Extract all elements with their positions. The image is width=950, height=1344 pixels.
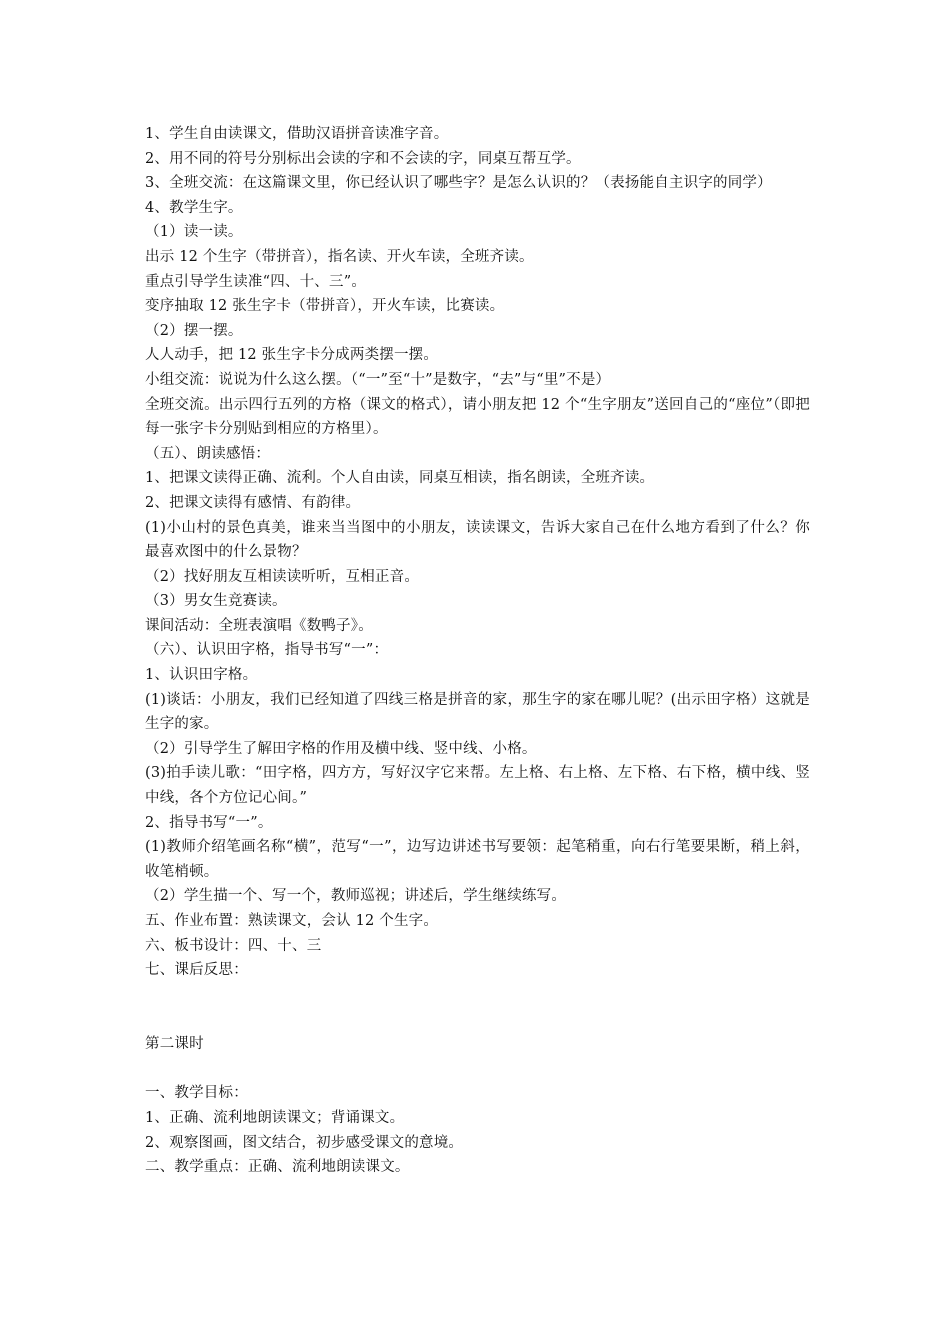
text-line: 七、课后反思：: [145, 962, 248, 979]
text-line: （六）、认识田字格，指导书写“一”：: [145, 642, 389, 659]
section-title: 第二课时: [145, 1035, 204, 1052]
text-line: 人人动手，把 12 张生字卡分成两类摆一摆。: [145, 347, 439, 364]
text-line: (1)教师介绍笔画名称“横”，范写“一”，边写边讲述书写要领：起笔稍重，向右行笔要果断，稍上斜，收笔梢顿。: [145, 839, 810, 880]
text-line: 小组交流：说说为什么这么摆。（“一”至“十”是数字，“去”与“里”不是）: [145, 371, 611, 388]
text-line: （五）、朗读感悟：: [145, 445, 271, 462]
text-line: 4、教学生字。: [145, 199, 243, 216]
text-line: （2）引导学生了解田字格的作用及横中线、竖中线、小格。: [145, 740, 537, 757]
text-line: 出示 12 个生字（带拼音），指名读、开火车读，全班齐读。: [145, 248, 534, 265]
text-line: (1)小山村的景色真美，谁来当当图中的小朋友，读读课文，告诉大家自己在什么地方看到了什么？你最喜欢图中的什么景物？: [145, 519, 810, 561]
text-line: 全班交流。出示四行五列的方格（课文的格式），请小朋友把 12 个“生字朋友”送回自己的“座位”（即把每一张字卡分别贴到相应的方格里）。: [145, 396, 810, 438]
text-line: 二、教学重点：正确、流利地朗读课文。: [145, 1159, 410, 1176]
text-line: 六、板书设计：四、十、三: [145, 937, 322, 954]
text-line: 3、全班交流：在这篇课文里，你已经认识了哪些字？是怎么认识的？（表扬能自主识字的同学）: [145, 175, 772, 192]
text-line: （2）找好朋友互相读读听听，互相正音。: [145, 568, 420, 585]
text-line: 五、作业布置：熟读课文，会认 12 个生字。: [145, 913, 439, 929]
text-line: 一、教学目标：: [145, 1085, 248, 1102]
lesson-plan-part-two: [145, 1081, 810, 1179]
text-line: （1）读一读。: [145, 224, 243, 241]
spacer: [145, 983, 810, 1032]
text-line: 2、指导书写“一”。: [145, 814, 273, 831]
text-line: (3)拍手读儿歌：“田字格，四方方，写好汉字它来帮。左上格、右上格、左下格、右下格，横中线、竖中线，各个方位记心间。”: [145, 765, 810, 807]
text-line: 2、观察图画，图文结合，初步感受课文的意境。: [145, 1134, 464, 1151]
text-line: (1)谈话：小朋友，我们已经知道了四线三格是拼音的家，那生字的家在哪儿呢？(出示田字格）这就是生字的家。: [145, 691, 810, 733]
text-line: 变序抽取 12 张生字卡（带拼音），开火车读，比赛读。: [145, 298, 505, 315]
text-line: 1、认识田字格。: [145, 667, 258, 684]
text-line: （2）学生描一个、写一个，教师巡视；讲述后，学生继续练写。: [145, 888, 567, 905]
text-line: 课间活动：全班表演唱《数鸭子》。: [145, 617, 373, 634]
text-line: 1、正确、流利地朗读课文；背诵课文。: [145, 1109, 405, 1126]
text-line: 2、把课文读得有感情、有韵律。: [145, 494, 361, 511]
lesson-plan-part-one: [145, 122, 810, 983]
document-body: [145, 122, 810, 1180]
text-line: （2）摆一摆。: [145, 322, 243, 339]
text-line: 1、把课文读得正确、流利。个人自由读，同桌互相读，指名朗读，全班齐读。: [145, 470, 655, 487]
text-line: 1、学生自由读课文，借助汉语拼音读准字音。: [145, 126, 449, 142]
text-line: 2、用不同的符号分别标出会读的字和不会读的字，同桌互帮互学。: [145, 150, 581, 167]
spacer: [145, 1056, 810, 1081]
text-line: 重点引导学生读准“四、十、三”。: [145, 273, 367, 290]
text-line: （3）男女生竞赛读。: [145, 593, 287, 610]
